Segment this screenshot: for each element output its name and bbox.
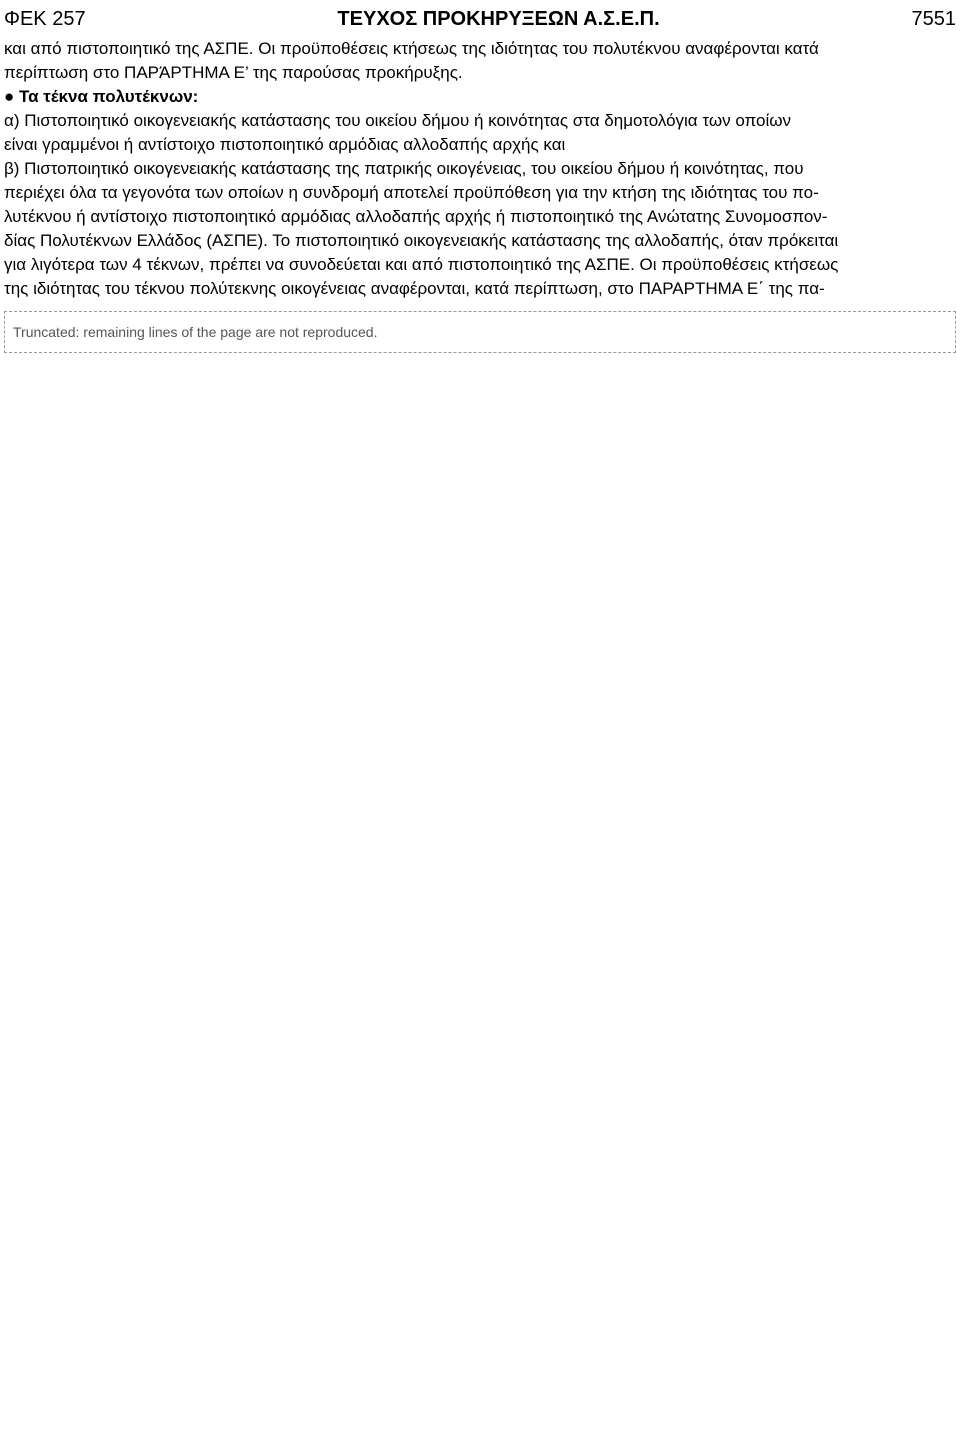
document-page [0, 0, 960, 353]
body-line: για λιγότερα των 4 τέκνων, πρέπει να συνοδεύεται και από πιστοποιητικό της ΑΣΠΕ. Οι προϋποθέσεις κτήσεως [4, 255, 839, 274]
body-line: α) Πιστοποιητικό οικογενειακής κατάστασης του οικείου δήμου ή κοινότητας στα δημοτολόγια των οποίων [4, 111, 792, 130]
page-number: 7551 [911, 8, 956, 30]
body-line: περίπτωση στο ΠΑΡΆΡΤΗΜΑ Ε’ της παρούσας προκήρυξης. [4, 63, 463, 82]
body-line: ● Τα τέκνα πολυτέκνων: [4, 87, 199, 106]
truncation-note: Truncated: remaining lines of the page are not reproduced. [4, 311, 956, 353]
document-body [0, 37, 960, 353]
body-line: β) Πιστοποιητικό οικογενειακής κατάστασης της πατρικής οικογένειας, του οικείου δήμου ή κοινότητας, που [4, 159, 804, 178]
running-header [0, 8, 960, 31]
body-line: της ιδιότητας του τέκνου πολύτεκνης οικογένειας αναφέρονται, κατά περίπτωση, στο ΠΑΡΑΡΤΗΜΑ Ε΄ της πα- [4, 279, 825, 298]
body-line: περιέχει όλα τα γεγονότα των οποίων η συνδρομή αποτελεί προϋπόθεση για την κτήση της ιδιότητας του πο- [4, 183, 819, 202]
body-line: και από πιστοποιητικό της ΑΣΠΕ. Οι προϋποθέσεις κτήσεως της ιδιότητας του πολυτέκνου αναφέρονται κατά [4, 39, 819, 58]
body-line: λυτέκνου ή αντίστοιχο πιστοποιητικό αρμόδιας αλλοδαπής αρχής ή πιστοποιητικό της Ανώτατης Συνομοσπον- [4, 207, 828, 226]
body-line: δίας Πολυτέκνων Ελλάδος (ΑΣΠΕ). Το πιστοποιητικό οικογενειακής κατάστασης της αλλοδαπής, όταν πρόκειται [4, 231, 839, 250]
gazette-series: ΤΕΥΧΟΣ ΠΡΟΚΗΡΥΞΕΩΝ Α.Σ.Ε.Π. [337, 8, 660, 30]
gazette-issue: ΦΕΚ 257 [4, 8, 86, 30]
body-line: είναι γραμμένοι ή αντίστοιχο πιστοποιητικό αρμόδιας αλλοδαπής αρχής και [4, 135, 566, 154]
